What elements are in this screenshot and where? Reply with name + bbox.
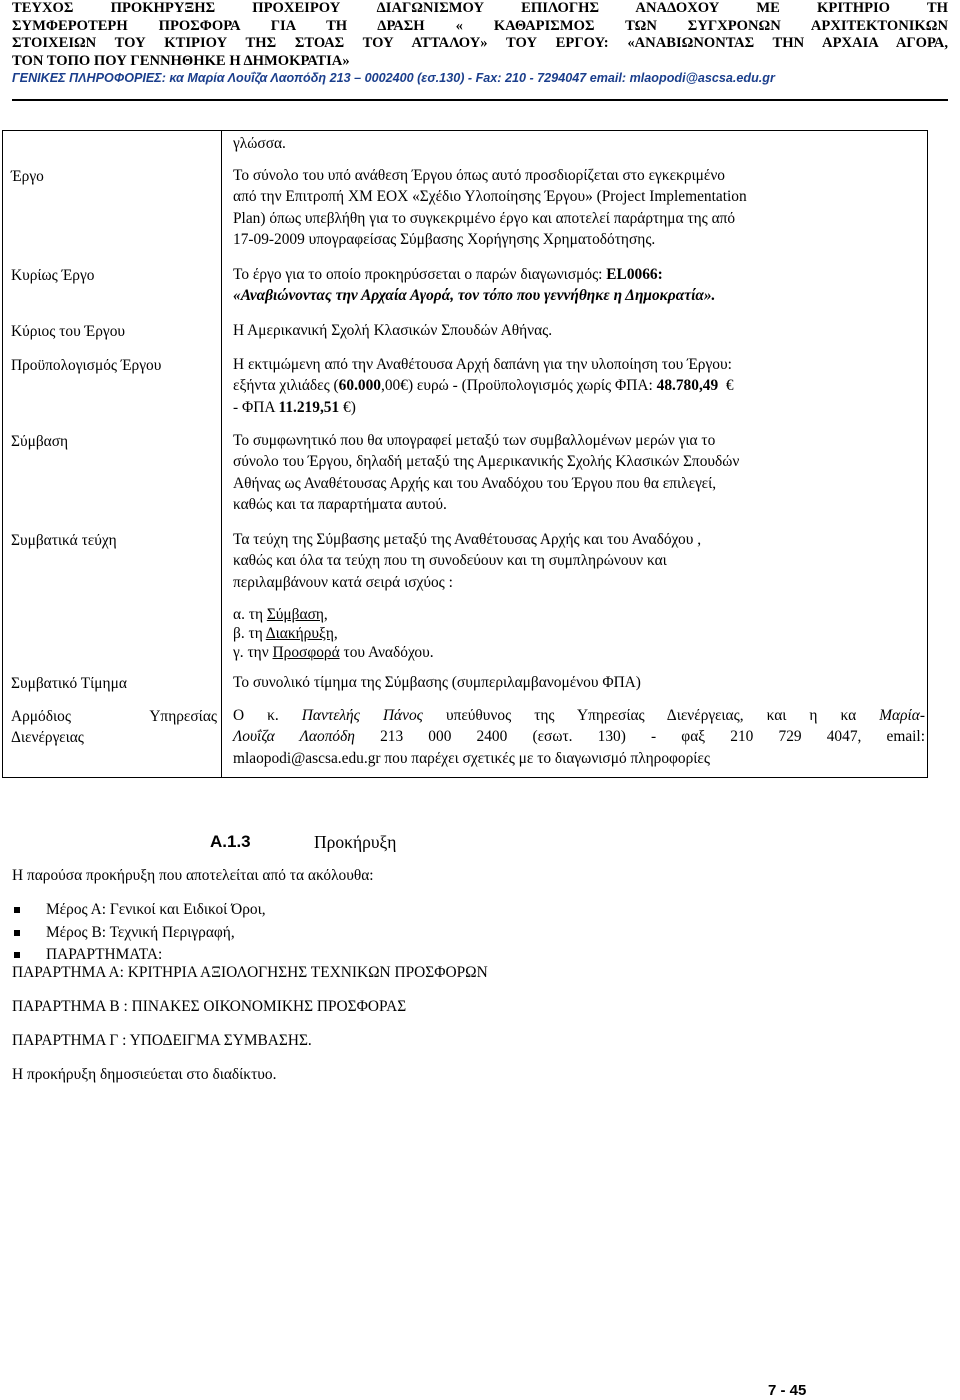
budget-line-1: Η εκτιμώμενη από την Αναθέτουσα Αρχή δαπάνη για την υλοποίηση του Έργου: xyxy=(233,356,732,373)
section-number: Α.1.3 xyxy=(210,832,251,851)
budget-line-2: εξήντα χιλιάδες (60.000,00€) ευρώ - (Προϋπολογισμός χωρίς ΦΠΑ: 48.780,49 € xyxy=(233,377,734,395)
symvasi-line: καθώς και τα παραρτήματα αυτού. xyxy=(233,495,447,513)
contact-name-1: Παντελής Πάνος xyxy=(301,707,423,724)
teuxi-item: β. τη Διακήρυξη, xyxy=(233,625,338,642)
ergo-line: Plan) όπως υπεβλήθη για το συγκεκριμένο έργο και αποτελεί παράρτημα της από xyxy=(233,209,736,227)
annex-a: ΠΑΡΑΡΤΗΜΑ Α: ΚΡΙΤΗΡΙΑ ΑΞΙΟΛΟΓΗΣΗΣ ΤΕΧΝΙΚΩΝ ΠΡΟΣΦΟΡΩΝ xyxy=(12,964,488,981)
teuxi-item: α. τη Σύμβαση, xyxy=(233,606,328,623)
ypiresia-line-2: Λουΐζα Λαοπόδη 213 000 2400 (εσωτ. 130) - φαξ 210 729 4047, email: xyxy=(233,728,925,746)
ypiresia-line-1: Ο κ. Παντελής Πάνος υπεύθυνος της Υπηρεσίας Διενέργειας, και η κα Μαρία- xyxy=(233,707,925,724)
row-label-teuxi: Συμβατικά τεύχη xyxy=(11,532,117,549)
teuxi-item: γ. την Προσφορά του Αναδόχου. xyxy=(233,644,434,661)
row-label-symvasi: Σύμβαση xyxy=(11,433,69,450)
row-value-ergo xyxy=(233,165,925,250)
table-continuation-text: γλώσσα. xyxy=(233,135,286,152)
table-column-divider xyxy=(221,130,222,778)
row-label-ypiresia-bottom: Διενέργειας xyxy=(11,729,84,746)
label-ypiresias: Υπηρεσίας xyxy=(149,708,217,725)
header-title-line-1: ΤΕΥΧΟΣ ΠΡΟΚΗΡΥΞΗΣ ΠΡΟΧΕΙΡΟΥ ΔΙΑΓΩΝΙΣΜΟΥ ΕΠΙΛΟΓΗΣ ΑΝΑΔΟΧΟΥ ΜΕ ΚΡΙΤΗΡΙΟ ΤΗ xyxy=(12,0,948,16)
header-title-line-4: ΤΟΝ ΤΟΠΟ ΠΟΥ ΓΕΝΝΗΘΗΚΕ Η ΔΗΜΟΚΡΑΤΙΑ» xyxy=(12,52,350,69)
list-item: Μέρος Α: Γενικοί και Ειδικοί Όροι, xyxy=(12,899,266,922)
row-label-kyrios-ergo: Κυρίως Έργο xyxy=(11,267,95,284)
symvasi-line: Αθήνας ως Αναθέτουσας Αρχής και του Αναδόχου του Έργου που θα επιλεγεί, xyxy=(233,474,717,492)
section-closing: Η προκήρυξη δημοσιεύεται στο διαδίκτυο. xyxy=(12,1066,277,1083)
header-title-line-2: ΣΥΜΦΕΡΟΤΕΡΗ ΠΡΟΣΦΟΡΑ ΓΙΑ ΤΗ ΔΡΑΣΗ « ΚΑΘΑΡΙΣΜΟΣ ΤΩΝ ΣΥΓΧΡΟΝΩΝ ΑΡΧΙΤΕΚΤΟΝΙΚΩΝ xyxy=(12,17,948,34)
square-bullet-icon xyxy=(14,930,20,936)
row-value-ypiresia xyxy=(233,705,925,769)
contact-name-2: Λουΐζα Λαοπόδη xyxy=(233,728,355,746)
row-label-ypiresia-top xyxy=(11,706,217,727)
budget-vat-amount: 11.219,51 xyxy=(278,398,340,416)
budget-amount: 60.000 xyxy=(338,377,381,395)
section-bullet-list xyxy=(12,899,266,967)
row-label-timima: Συμβατικό Τίμημα xyxy=(11,675,127,692)
square-bullet-icon xyxy=(14,907,20,913)
teuxi-line: Τα τεύχη της Σύμβασης μεταξύ της Αναθέτουσας Αρχής και του Αναδόχου , xyxy=(233,531,702,548)
project-code: EL0066: xyxy=(606,266,663,283)
row-value-budget xyxy=(233,354,925,418)
ergo-line: από την Επιτροπή ΧΜ ΕΟΧ «Σχέδιο Υλοποίησης Έργου» (Project Implementation xyxy=(233,188,747,206)
header-divider xyxy=(12,99,948,101)
link-diakiryxi[interactable]: Διακήρυξη xyxy=(265,625,334,642)
kyrios-ergo-title: «Αναβιώνοντας την Αρχαία Αγορά, τον τόπο που γεννήθηκε η Δημοκρατία». xyxy=(233,287,716,305)
label-armodios: Αρμόδιος xyxy=(11,708,71,725)
list-item: ΠΑΡΑΡΤΗΜΑΤΑ: xyxy=(12,944,266,967)
ergo-line: Το σύνολο του υπό ανάθεση Έργου όπως αυτό προσδιορίζεται στο εγκεκριμένο xyxy=(233,167,726,184)
link-prosfora[interactable]: Προσφορά xyxy=(272,644,340,661)
link-symvasi[interactable]: Σύμβαση xyxy=(266,606,324,623)
row-label-budget: Προϋπολογισμός Έργου xyxy=(11,357,162,374)
header-title-line-3: ΣΤΟΙΧΕΙΩΝ ΤΟΥ ΚΤΙΡΙΟΥ ΤΗΣ ΣΤΟΑΣ ΤΟΥ ΑΤΤΑΛΟΥ» ΤΟΥ ΕΡΓΟΥ: «ΑΝΑΒΙΩΝΟΝΤΑΣ ΤΗΝ ΑΡΧΑΙΑ ΑΓΟΡΑ, xyxy=(12,35,948,52)
row-value-kyrios-ergo xyxy=(233,264,925,307)
symvasi-line: Το συμφωνητικό που θα υπογραφεί μεταξύ των συμβαλλομένων μερών για το xyxy=(233,432,716,449)
row-label-ergo: Έργο xyxy=(11,168,44,185)
section-intro: Η παρούσα προκήρυξη που αποτελείται από τα ακόλουθα: xyxy=(12,867,374,884)
teuxi-line: καθώς και όλα τα τεύχη που τη συνοδεύουν και τη συμπληρώνουν και xyxy=(233,552,667,570)
budget-net-amount: 48.780,49 xyxy=(656,377,719,395)
annex-b: ΠΑΡΑΡΤΗΜΑ Β : ΠΙΝΑΚΕΣ ΟΙΚΟΝΟΜΙΚΗΣ ΠΡΟΣΦΟΡΑΣ xyxy=(12,998,407,1015)
header-contact-info: ΓΕΝΙΚΕΣ ΠΛΗΡΟΦΟΡΙΕΣ: κα Μαρία Λουΐζα Λαοπόδη 213 – 0002400 (εσ.130) - Fax: 210 - 7294047 email: mlaopodi@ascsa.edu.gr xyxy=(12,71,775,85)
symvasi-line: σύνολο του Έργου, δηλαδή μεταξύ της Αμερικανικής Σχολής Κλασικών Σπουδών xyxy=(233,453,740,471)
ergo-line: 17-09-2009 υπογραφείσας Σύμβασης Χορήγησης Χρηματοδότησης. xyxy=(233,230,656,248)
page-number: 7 - 45 xyxy=(768,1382,807,1399)
teuxi-line: περιλαμβάνουν κατά σειρά ισχύος : xyxy=(233,573,453,591)
document-header xyxy=(12,0,948,85)
teuxi-document-list xyxy=(233,605,925,662)
kyrios-ergo-line-1: Το έργο για το οποίο προκηρύσσεται ο παρών διαγωνισμός: EL0066: xyxy=(233,266,663,283)
section-title: Προκήρυξη xyxy=(314,832,397,852)
row-value-symvasi xyxy=(233,430,925,515)
ypiresia-line-3: mlaopodi@ascsa.edu.gr που παρέχει σχετικές με το διαγωνισμό πληροφορίες xyxy=(233,749,710,767)
row-label-kyrios: Κύριος του Έργου xyxy=(11,323,126,340)
square-bullet-icon xyxy=(14,952,20,958)
row-value-kyrios: Η Αμερικανική Σχολή Κλασικών Σπουδών Αθήνας. xyxy=(233,322,553,339)
row-value-timima: Το συνολικό τίμημα της Σύμβασης (συμπεριλαμβανομένου ΦΠΑ) xyxy=(233,674,641,691)
budget-line-3: - ΦΠΑ 11.219,51 €) xyxy=(233,398,356,416)
annex-c: ΠΑΡΑΡΤΗΜΑ Γ : ΥΠΟΔΕΙΓΜΑ ΣΥΜΒΑΣΗΣ. xyxy=(12,1032,312,1049)
list-item: Μέρος Β: Τεχνική Περιγραφή, xyxy=(12,922,266,945)
row-value-teuxi xyxy=(233,529,925,593)
